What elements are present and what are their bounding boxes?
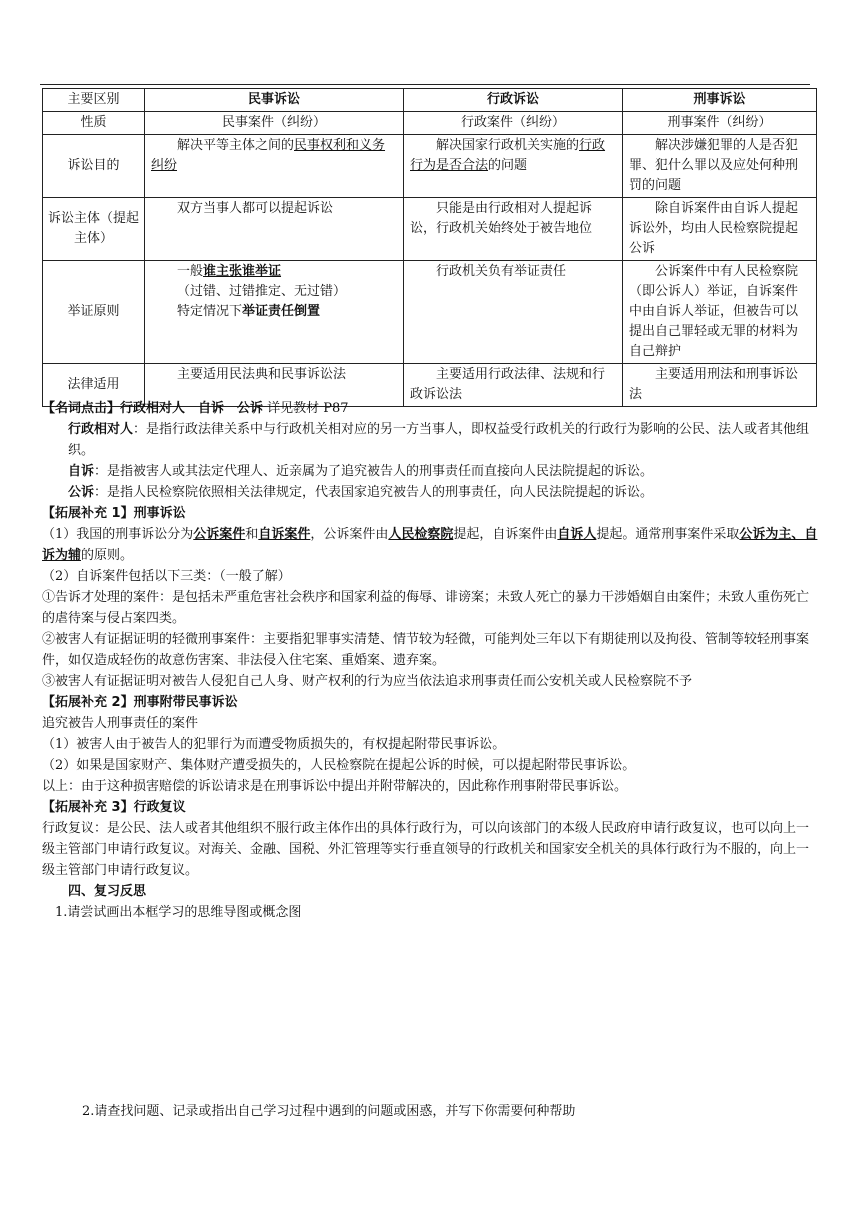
text: 的原则。 — [81, 548, 134, 563]
emphasis-text: 自诉人 — [557, 527, 597, 542]
term: 行政相对人 — [68, 422, 134, 437]
cell-text: 解决国家行政机关实施的 — [436, 138, 580, 153]
term: 自诉 — [68, 464, 95, 479]
header-cell: 行政诉讼 — [404, 89, 623, 112]
text: ，公诉案件由 — [310, 527, 389, 542]
table-cell: 只能是由行政相对人提起诉讼，行政机关始终处于被告地位 — [404, 198, 623, 261]
cell-text: 的问题 — [488, 158, 528, 173]
textbook-reference: 详见教材 P87 — [267, 401, 349, 416]
table-cell: 主要适用行政法律、法规和行政诉讼法 — [404, 364, 623, 407]
header-cell: 民事诉讼 — [145, 89, 404, 112]
table-cell: 公诉案件中有人民检察院（即公诉人）举证，自诉案件中由自诉人举证，但被告可以提出自己罪轻或无罪的材料为自己辩护 — [623, 261, 817, 364]
section-heading: 【拓展补充 3】行政复议 — [42, 800, 186, 815]
table-cell: 刑事案件（纠纷） — [623, 112, 817, 135]
cell-text: （过错、过错推定、无过错） — [177, 284, 347, 299]
top-rule — [40, 84, 810, 85]
table-cell: 解决涉嫌犯罪的人是否犯罪、犯什么罪以及应处何种刑罚的问题 — [623, 135, 817, 198]
question: 2.请查找问题、记录或指出自己学习过程中遇到的问题或困惑，并写下你需要何种帮助 — [82, 1104, 576, 1119]
document-body — [42, 398, 820, 923]
text: 提起，自诉案件由 — [453, 527, 558, 542]
row-label: 诉讼目的 — [43, 135, 145, 198]
paragraph: 追究被告人刑事责任的案件 — [42, 716, 199, 731]
paragraph: （2）如果是国家财产、集体财产遭受损失的，人民检察院在提起公诉的时候，可以提起附带民事诉讼。 — [42, 758, 636, 773]
definition: ：是指被害人或其法定代理人、近亲属为了追究被告人的刑事责任而直接向人民法院提起的诉讼。 — [94, 464, 654, 479]
definition: ：是指人民检察院依照相关法律规定，代表国家追究被告人的刑事责任，向人民法院提起的诉讼。 — [94, 485, 654, 500]
list-item: ②被害人有证据证明的轻微刑事案件：主要指犯罪事实清楚、情节较为轻微，可能判处三年以下有期徒刑以及拘役、管制等较轻刑事案件，如仅造成轻伤的故意伤害案、非法侵入住宅案、重婚案、遗弃案。 — [42, 632, 810, 668]
paragraph — [42, 524, 820, 566]
table-cell — [145, 261, 404, 364]
underlined-text: 行政行为是否合法 — [410, 138, 606, 173]
table-header-row — [43, 89, 817, 112]
table-row — [43, 198, 817, 261]
text: （1）我国的刑事诉讼分为 — [42, 527, 194, 542]
terms-heading-line — [42, 398, 820, 419]
paragraph: （2）自诉案件包括以下三类：（一般了解） — [42, 569, 291, 584]
section-heading: 【名词点击】行政相对人 自诉 公诉 — [42, 401, 264, 416]
table-cell: 民事案件（纠纷） — [145, 112, 404, 135]
section-heading: 四、复习反思 — [68, 884, 147, 899]
comparison-table — [42, 88, 817, 407]
cell-text: 特定情况下 — [177, 304, 243, 319]
text: 提起。通常刑事案件采取 — [596, 527, 740, 542]
paragraph: （1）被害人由于被告人的犯罪行为而遭受物质损失的，有权提起附带民事诉讼。 — [42, 737, 506, 752]
paragraph: 以上：由于这种损害赔偿的诉讼请求是在刑事诉讼中提出并附带解决的，因此称作刑事附带民事诉讼。 — [42, 779, 628, 794]
row-label: 诉讼主体（提起主体） — [43, 198, 145, 261]
row-label: 法律适用 — [43, 364, 145, 407]
header-cell: 主要区别 — [43, 89, 145, 112]
table-cell: 主要适用民法典和民事诉讼法 — [145, 364, 404, 407]
cell-text: 解决平等主体之间的 — [177, 138, 295, 153]
list-item: ①告诉才处理的案件：是包括未严重危害社会秩序和国家利益的侮辱、诽谤案；未致人死亡的暴力干涉婚姻自由案件；未致人重伤死亡的虐待案与侵占案四类。 — [42, 590, 810, 626]
emphasis-text: 公诉为主、自诉为辅 — [42, 527, 818, 563]
row-label: 举证原则 — [43, 261, 145, 364]
term-definition — [42, 419, 820, 461]
table-cell: 除自诉案件由自诉人提起诉讼外，均由人民检察院提起公诉 — [623, 198, 817, 261]
table-cell — [145, 135, 404, 198]
table-cell — [404, 135, 623, 198]
definition: ：是指行政法律关系中与行政机关相对应的另一方当事人，即权益受行政机关的行政行为影响的公民、法人或者其他组织。 — [68, 422, 810, 458]
section-heading: 【拓展补充 1】刑事诉讼 — [42, 506, 186, 521]
emphasis-text: 谁主张谁举证 — [203, 264, 282, 279]
table-row — [43, 135, 817, 198]
section-heading: 【拓展补充 2】刑事附带民事诉讼 — [42, 695, 238, 710]
emphasis-text: 公诉案件 — [193, 527, 246, 542]
table-cell: 主要适用刑法和刑事诉讼法 — [623, 364, 817, 407]
text: 和 — [245, 527, 259, 542]
list-item: ③被害人有证据证明对被告人侵犯自己人身、财产权利的行为应当依法追求刑事责任而公安机关或人民检察院不予 — [42, 674, 693, 689]
table-cell: 行政机关负有举证责任 — [404, 261, 623, 364]
term: 公诉 — [68, 485, 95, 500]
paragraph: 行政复议：是公民、法人或者其他组织不服行政主体作出的具体行政行为，可以向该部门的本级人民政府申请行政复议，也可以向上一级主管部门申请行政复议。对海关、金融、国税、外汇管理等实行垂直领导的行政机关和国家安全机关的具体行政行为不服的，向上一级主管部门申请行政复议。 — [42, 821, 810, 878]
emphasis-text: 人民检察院 — [388, 527, 454, 542]
term-definition — [42, 482, 820, 503]
header-cell: 刑事诉讼 — [623, 89, 817, 112]
emphasis-text: 自诉案件 — [258, 527, 311, 542]
table-cell: 双方当事人都可以提起诉讼 — [145, 198, 404, 261]
table-row — [43, 261, 817, 364]
table-row — [43, 112, 817, 135]
term-definition — [42, 461, 820, 482]
underlined-text: 民事权利和义务纠纷 — [151, 138, 386, 173]
table-cell: 行政案件（纠纷） — [404, 112, 623, 135]
row-label: 性质 — [43, 112, 145, 135]
emphasis-text: 举证责任倒置 — [242, 304, 321, 319]
question: 1.请尝试画出本框学习的思维导图或概念图 — [55, 905, 302, 920]
cell-text: 一般 — [177, 264, 204, 279]
